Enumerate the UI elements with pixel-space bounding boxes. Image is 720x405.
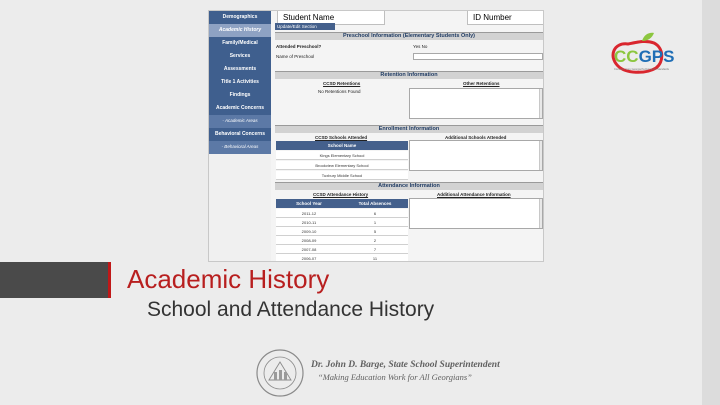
- absences-cell: 2: [373, 238, 377, 243]
- sidebar-item[interactable]: Academic Concerns: [209, 102, 271, 115]
- sidebar-item[interactable]: Family/Medical: [209, 37, 271, 50]
- main-content: [273, 11, 544, 262]
- ccgps-logo: [606, 30, 686, 80]
- total-absences-column: Total Absences: [358, 201, 392, 206]
- absences-cell: 5: [373, 229, 377, 234]
- scrollbar[interactable]: [539, 199, 542, 228]
- attended-preschool-label: Attended Preschool?: [276, 44, 322, 49]
- sidebar-item[interactable]: Assessments: [209, 63, 271, 76]
- student-name-field[interactable]: Student Name: [277, 10, 385, 25]
- attendance-table-header: [276, 199, 408, 208]
- school-row: Tuxbury Middle School: [276, 171, 408, 180]
- app-screenshot: [208, 10, 544, 262]
- title-accent-block: [0, 262, 110, 298]
- attendance-section-header: Attendance Information: [275, 182, 543, 190]
- additional-attendance-label: Additional Attendance Information: [437, 192, 511, 197]
- absences-cell: 7: [373, 247, 377, 252]
- logo-gps: GPS: [638, 47, 675, 66]
- sidebar-item[interactable]: - Academic Areas: [209, 115, 271, 128]
- sidebar-item[interactable]: Title 1 Activities: [209, 76, 271, 89]
- school-year-cell: 2008-09: [301, 238, 317, 243]
- decorative-stripe: [702, 0, 720, 405]
- school-year-cell: 2006-07: [301, 256, 317, 261]
- attendance-row: [276, 218, 408, 227]
- sidebar-item[interactable]: - Behavioral Areas: [209, 141, 271, 154]
- ccsd-retentions-label: CCSD Retentions: [323, 81, 361, 86]
- ccsd-schools-label: CCSD Schools Attended: [315, 135, 368, 140]
- additional-schools-label: Additional Schools Attended: [445, 135, 507, 140]
- department-seal-icon: [255, 348, 305, 398]
- breadcrumb[interactable]: Update/Edit Section: [275, 23, 335, 30]
- sidebar-item[interactable]: Demographics: [209, 11, 271, 24]
- absences-cell: 11: [372, 256, 378, 261]
- logo-text: [614, 47, 674, 66]
- additional-schools-textarea[interactable]: [409, 140, 543, 171]
- preschool-name-input[interactable]: [413, 53, 543, 60]
- attendance-row: [276, 236, 408, 245]
- footer-motto: “Making Education Work for All Georgians”: [318, 372, 472, 382]
- absences-cell: 1: [373, 220, 377, 225]
- attendance-row: [276, 245, 408, 254]
- school-row: Brookview Elementary School: [276, 161, 408, 170]
- school-row: Kings Elementary School: [276, 151, 408, 160]
- school-year-cell: 2007-08: [301, 247, 317, 252]
- preschool-section-header: Preschool Information (Elementary Students Only): [275, 32, 543, 40]
- apple-leaf: [642, 33, 654, 41]
- preschool-yes-no-radio[interactable]: Yes No: [413, 44, 428, 49]
- superintendent-name: Dr. John D. Barge, State School Superintendent: [311, 360, 500, 370]
- sidebar-item[interactable]: Academic History: [209, 24, 271, 37]
- slide-subtitle: School and Attendance History: [147, 298, 435, 321]
- ccsd-attendance-label: CCSD Attendance History: [313, 192, 369, 197]
- sidebar-item[interactable]: Services: [209, 50, 271, 63]
- school-year-cell: 2010-11: [301, 220, 317, 225]
- school-year-cell: 2009-10: [301, 229, 317, 234]
- school-year-cell: 2011-12: [301, 211, 317, 216]
- logo-cc: CC: [614, 47, 639, 66]
- scrollbar[interactable]: [539, 141, 542, 170]
- sidebar-item[interactable]: Behavioral Concerns: [209, 128, 271, 141]
- preschool-name-label: Name of Preschool: [276, 54, 315, 59]
- slide-title: Academic History: [127, 264, 330, 294]
- attendance-row: [276, 227, 408, 236]
- attendance-row: [276, 254, 408, 262]
- school-year-column: School Year: [296, 201, 322, 206]
- attendance-row: [276, 209, 408, 218]
- retention-section-header: Retention Information: [275, 71, 543, 79]
- other-retentions-label: Other Retentions: [463, 81, 500, 86]
- absences-cell: 6: [373, 211, 377, 216]
- logo-tagline: Common Core Georgia Performance Standards: [614, 68, 669, 71]
- sidebar-nav: [209, 11, 271, 262]
- title-red-bar: [108, 262, 111, 298]
- id-number-field[interactable]: ID Number: [467, 10, 544, 25]
- no-retentions-text: No Retentions Found: [318, 89, 361, 94]
- scrollbar[interactable]: [539, 89, 542, 118]
- sidebar-item[interactable]: Findings: [209, 89, 271, 102]
- enrollment-section-header: Enrollment Information: [275, 125, 543, 133]
- other-retentions-textarea[interactable]: [409, 88, 543, 119]
- additional-attendance-textarea[interactable]: [409, 198, 543, 229]
- school-name-header: School Name: [276, 141, 408, 150]
